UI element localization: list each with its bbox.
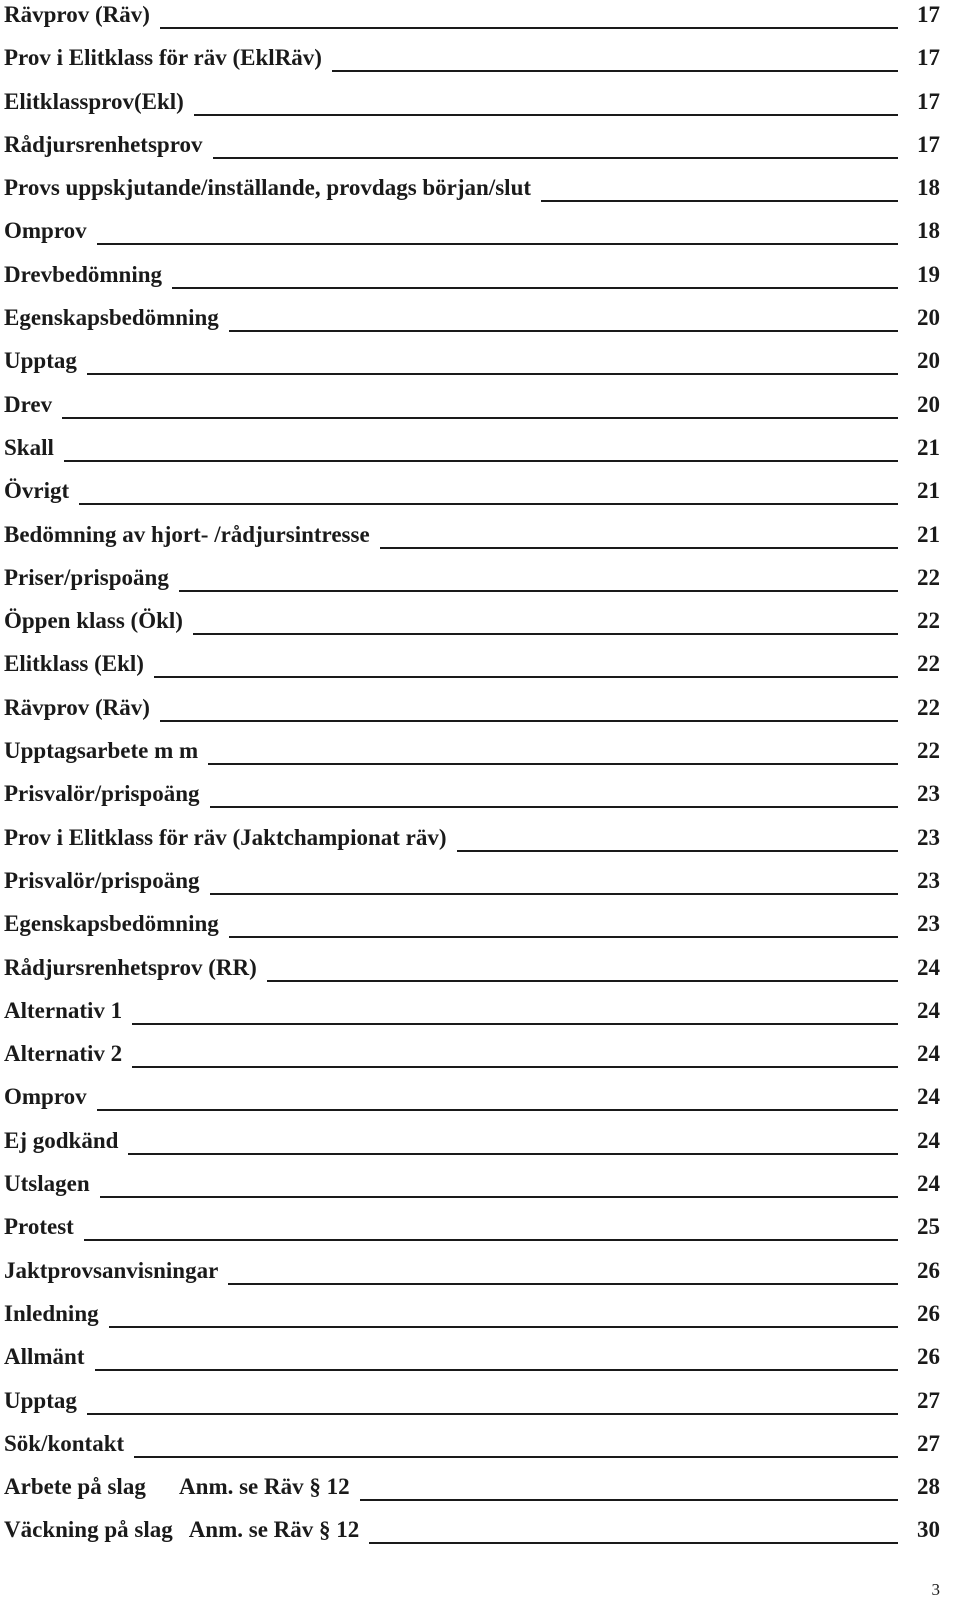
- toc-entry-title: Upptag: [4, 1386, 87, 1416]
- toc-entry-page: 22: [917, 564, 940, 590]
- toc-entry[interactable]: [4, 1039, 960, 1082]
- toc-leader-line: [4, 243, 898, 245]
- toc-entry-page: 22: [917, 608, 940, 634]
- toc-entry[interactable]: [4, 476, 960, 519]
- toc-entry-page: 21: [917, 521, 940, 547]
- toc-entry-title: Jaktprovsanvisningar: [4, 1256, 228, 1286]
- toc-entry-title: Egenskapsbedömning: [4, 303, 229, 333]
- toc-entry-title: Elitklassprov(Ekl): [4, 87, 194, 117]
- toc-entry-page: 19: [917, 261, 940, 287]
- toc-entry[interactable]: [4, 563, 960, 606]
- toc-entry[interactable]: [4, 736, 960, 779]
- toc-leader-line: [4, 1153, 898, 1155]
- toc-entry-title: Alternativ 2: [4, 1039, 132, 1069]
- toc-entry-title: Sök/kontakt: [4, 1429, 134, 1459]
- toc-entry[interactable]: [4, 1299, 960, 1342]
- toc-entry[interactable]: [4, 173, 960, 216]
- toc-entry-title: Bedömning av hjort- /rådjursintresse: [4, 520, 380, 550]
- toc-entry-page: 18: [917, 175, 940, 201]
- toc-entry[interactable]: [4, 1169, 960, 1212]
- toc-entry-title: Öppen klass (Ökl): [4, 606, 193, 636]
- toc-entry-page: 23: [917, 911, 940, 937]
- toc-entry[interactable]: [4, 346, 960, 389]
- toc-entry-title: Drevbedömning: [4, 260, 172, 290]
- toc-entry[interactable]: [4, 1342, 960, 1385]
- toc-leader-line: [4, 1196, 898, 1198]
- toc-entry[interactable]: [4, 1386, 960, 1429]
- toc-leader-line: [4, 1023, 898, 1025]
- toc-entry-title: Elitklass (Ekl): [4, 649, 154, 679]
- toc-entry-page: 24: [917, 1041, 940, 1067]
- toc-entry-page: 17: [917, 2, 940, 27]
- toc-entry[interactable]: [4, 909, 960, 952]
- toc-entry-page: 23: [917, 867, 940, 893]
- toc-leader-line: [4, 1456, 898, 1458]
- toc-entry-title: Alternativ 1: [4, 996, 132, 1026]
- toc-entry[interactable]: [4, 1256, 960, 1299]
- toc-entry-title: Rävprov (Räv): [4, 0, 160, 30]
- toc-entry-title: Upptag: [4, 346, 87, 376]
- toc-entry-page: 24: [917, 1171, 940, 1197]
- toc-entry-page: 24: [917, 1127, 940, 1153]
- page-number: 3: [931, 1580, 940, 1599]
- toc-entry-page: 24: [917, 954, 940, 980]
- toc-entry-title: Protest: [4, 1212, 84, 1242]
- toc-entry[interactable]: [4, 1429, 960, 1472]
- toc-entry[interactable]: [4, 216, 960, 259]
- toc-entry[interactable]: [4, 649, 960, 692]
- toc-entry-title: Väckning på slag Anm. se Räv § 12: [4, 1515, 369, 1545]
- toc-entry-title: Arbete på slag Anm. se Räv § 12: [4, 1472, 360, 1502]
- toc-entry-title: Provs uppskjutande/inställande, provdags början/slut: [4, 173, 541, 203]
- toc-entry[interactable]: [4, 1212, 960, 1255]
- toc-leader-line: [4, 417, 898, 419]
- toc-entry[interactable]: [4, 43, 960, 86]
- toc-entry-page: 17: [917, 131, 940, 157]
- toc-entry-page: 23: [917, 781, 940, 807]
- toc-entry[interactable]: [4, 1472, 960, 1515]
- toc-entry-page: 23: [917, 824, 940, 850]
- toc-entry[interactable]: [4, 866, 960, 909]
- toc-entry-title: Drev: [4, 390, 62, 420]
- toc-entry-page: 27: [917, 1387, 940, 1413]
- toc-leader-line: [4, 1066, 898, 1068]
- toc-entry[interactable]: [4, 0, 960, 43]
- toc-entry-page: 21: [917, 434, 940, 460]
- toc-entry[interactable]: [4, 823, 960, 866]
- toc-entry-page: 20: [917, 391, 940, 417]
- toc-entry-title: Ej godkänd: [4, 1126, 128, 1156]
- toc-entry[interactable]: [4, 953, 960, 996]
- toc-entry-page: 25: [917, 1214, 940, 1240]
- toc-leader-line: [4, 1413, 898, 1415]
- toc-entry[interactable]: [4, 433, 960, 476]
- toc-entry-title: Utslagen: [4, 1169, 100, 1199]
- toc-entry-title: Prov i Elitklass för räv (Jaktchampionat räv): [4, 823, 457, 853]
- toc-leader-line: [4, 1239, 898, 1241]
- toc-entry-page: 30: [917, 1517, 940, 1543]
- toc-entry-title: Rådjursrenhetsprov (RR): [4, 953, 267, 983]
- toc-entry-page: 22: [917, 738, 940, 764]
- toc-entry-page: 24: [917, 997, 940, 1023]
- toc-entry-title: Inledning: [4, 1299, 109, 1329]
- toc-entry-page: 22: [917, 651, 940, 677]
- toc-entry-title: Prisvalör/prispoäng: [4, 779, 210, 809]
- toc-entry-title: Priser/prispoäng: [4, 563, 179, 593]
- toc-leader-line: [4, 1109, 898, 1111]
- toc-entry-page: 27: [917, 1430, 940, 1456]
- toc-entry-title: Rävprov (Räv): [4, 693, 160, 723]
- toc-entry[interactable]: [4, 1082, 960, 1125]
- toc-entry-title: Allmänt: [4, 1342, 95, 1372]
- toc-entry[interactable]: [4, 996, 960, 1039]
- toc-entry[interactable]: [4, 390, 960, 433]
- toc-entry-page: 17: [917, 45, 940, 71]
- toc-entry-page: 18: [917, 218, 940, 244]
- toc-entry-title: Övrigt: [4, 476, 79, 506]
- toc-entry-page: 21: [917, 478, 940, 504]
- toc-entry-page: 26: [917, 1300, 940, 1326]
- toc-leader-line: [4, 373, 898, 375]
- toc-entry-title: Omprov: [4, 1082, 97, 1112]
- toc-entry-title: Upptagsarbete m m: [4, 736, 208, 766]
- toc-entry-title: Skall: [4, 433, 64, 463]
- toc-entry-page: 26: [917, 1344, 940, 1370]
- toc-leader-line: [4, 460, 898, 462]
- toc-entry-page: 26: [917, 1257, 940, 1283]
- toc-entry-page: 22: [917, 694, 940, 720]
- toc-entry[interactable]: [4, 520, 960, 563]
- toc-entry[interactable]: [4, 260, 960, 303]
- toc-entry-page: 24: [917, 1084, 940, 1110]
- toc-leader-line: [4, 1369, 898, 1371]
- toc-entry-page: 17: [917, 88, 940, 114]
- toc-entry-title: Rådjursrenhetsprov: [4, 130, 213, 160]
- toc-leader-line: [4, 503, 898, 505]
- toc-entry[interactable]: [4, 693, 960, 736]
- toc-entry[interactable]: [4, 779, 960, 822]
- toc-entry[interactable]: [4, 303, 960, 346]
- toc-entry[interactable]: [4, 130, 960, 173]
- toc-entry-page: 28: [917, 1474, 940, 1500]
- toc-entry[interactable]: [4, 87, 960, 130]
- toc-entry-title: Prisvalör/prispoäng: [4, 866, 210, 896]
- toc-entry[interactable]: [4, 606, 960, 649]
- toc-entry-title: Omprov: [4, 216, 97, 246]
- toc-entry[interactable]: [4, 1515, 960, 1558]
- toc-entry-title: Egenskapsbedömning: [4, 909, 229, 939]
- toc-entry-page: 20: [917, 348, 940, 374]
- toc-leader-line: [4, 1326, 898, 1328]
- toc-entry-page: 20: [917, 305, 940, 331]
- toc-entry[interactable]: [4, 1126, 960, 1169]
- toc-entry-title: Prov i Elitklass för räv (EklRäv): [4, 43, 332, 73]
- table-of-contents: [4, 0, 960, 1559]
